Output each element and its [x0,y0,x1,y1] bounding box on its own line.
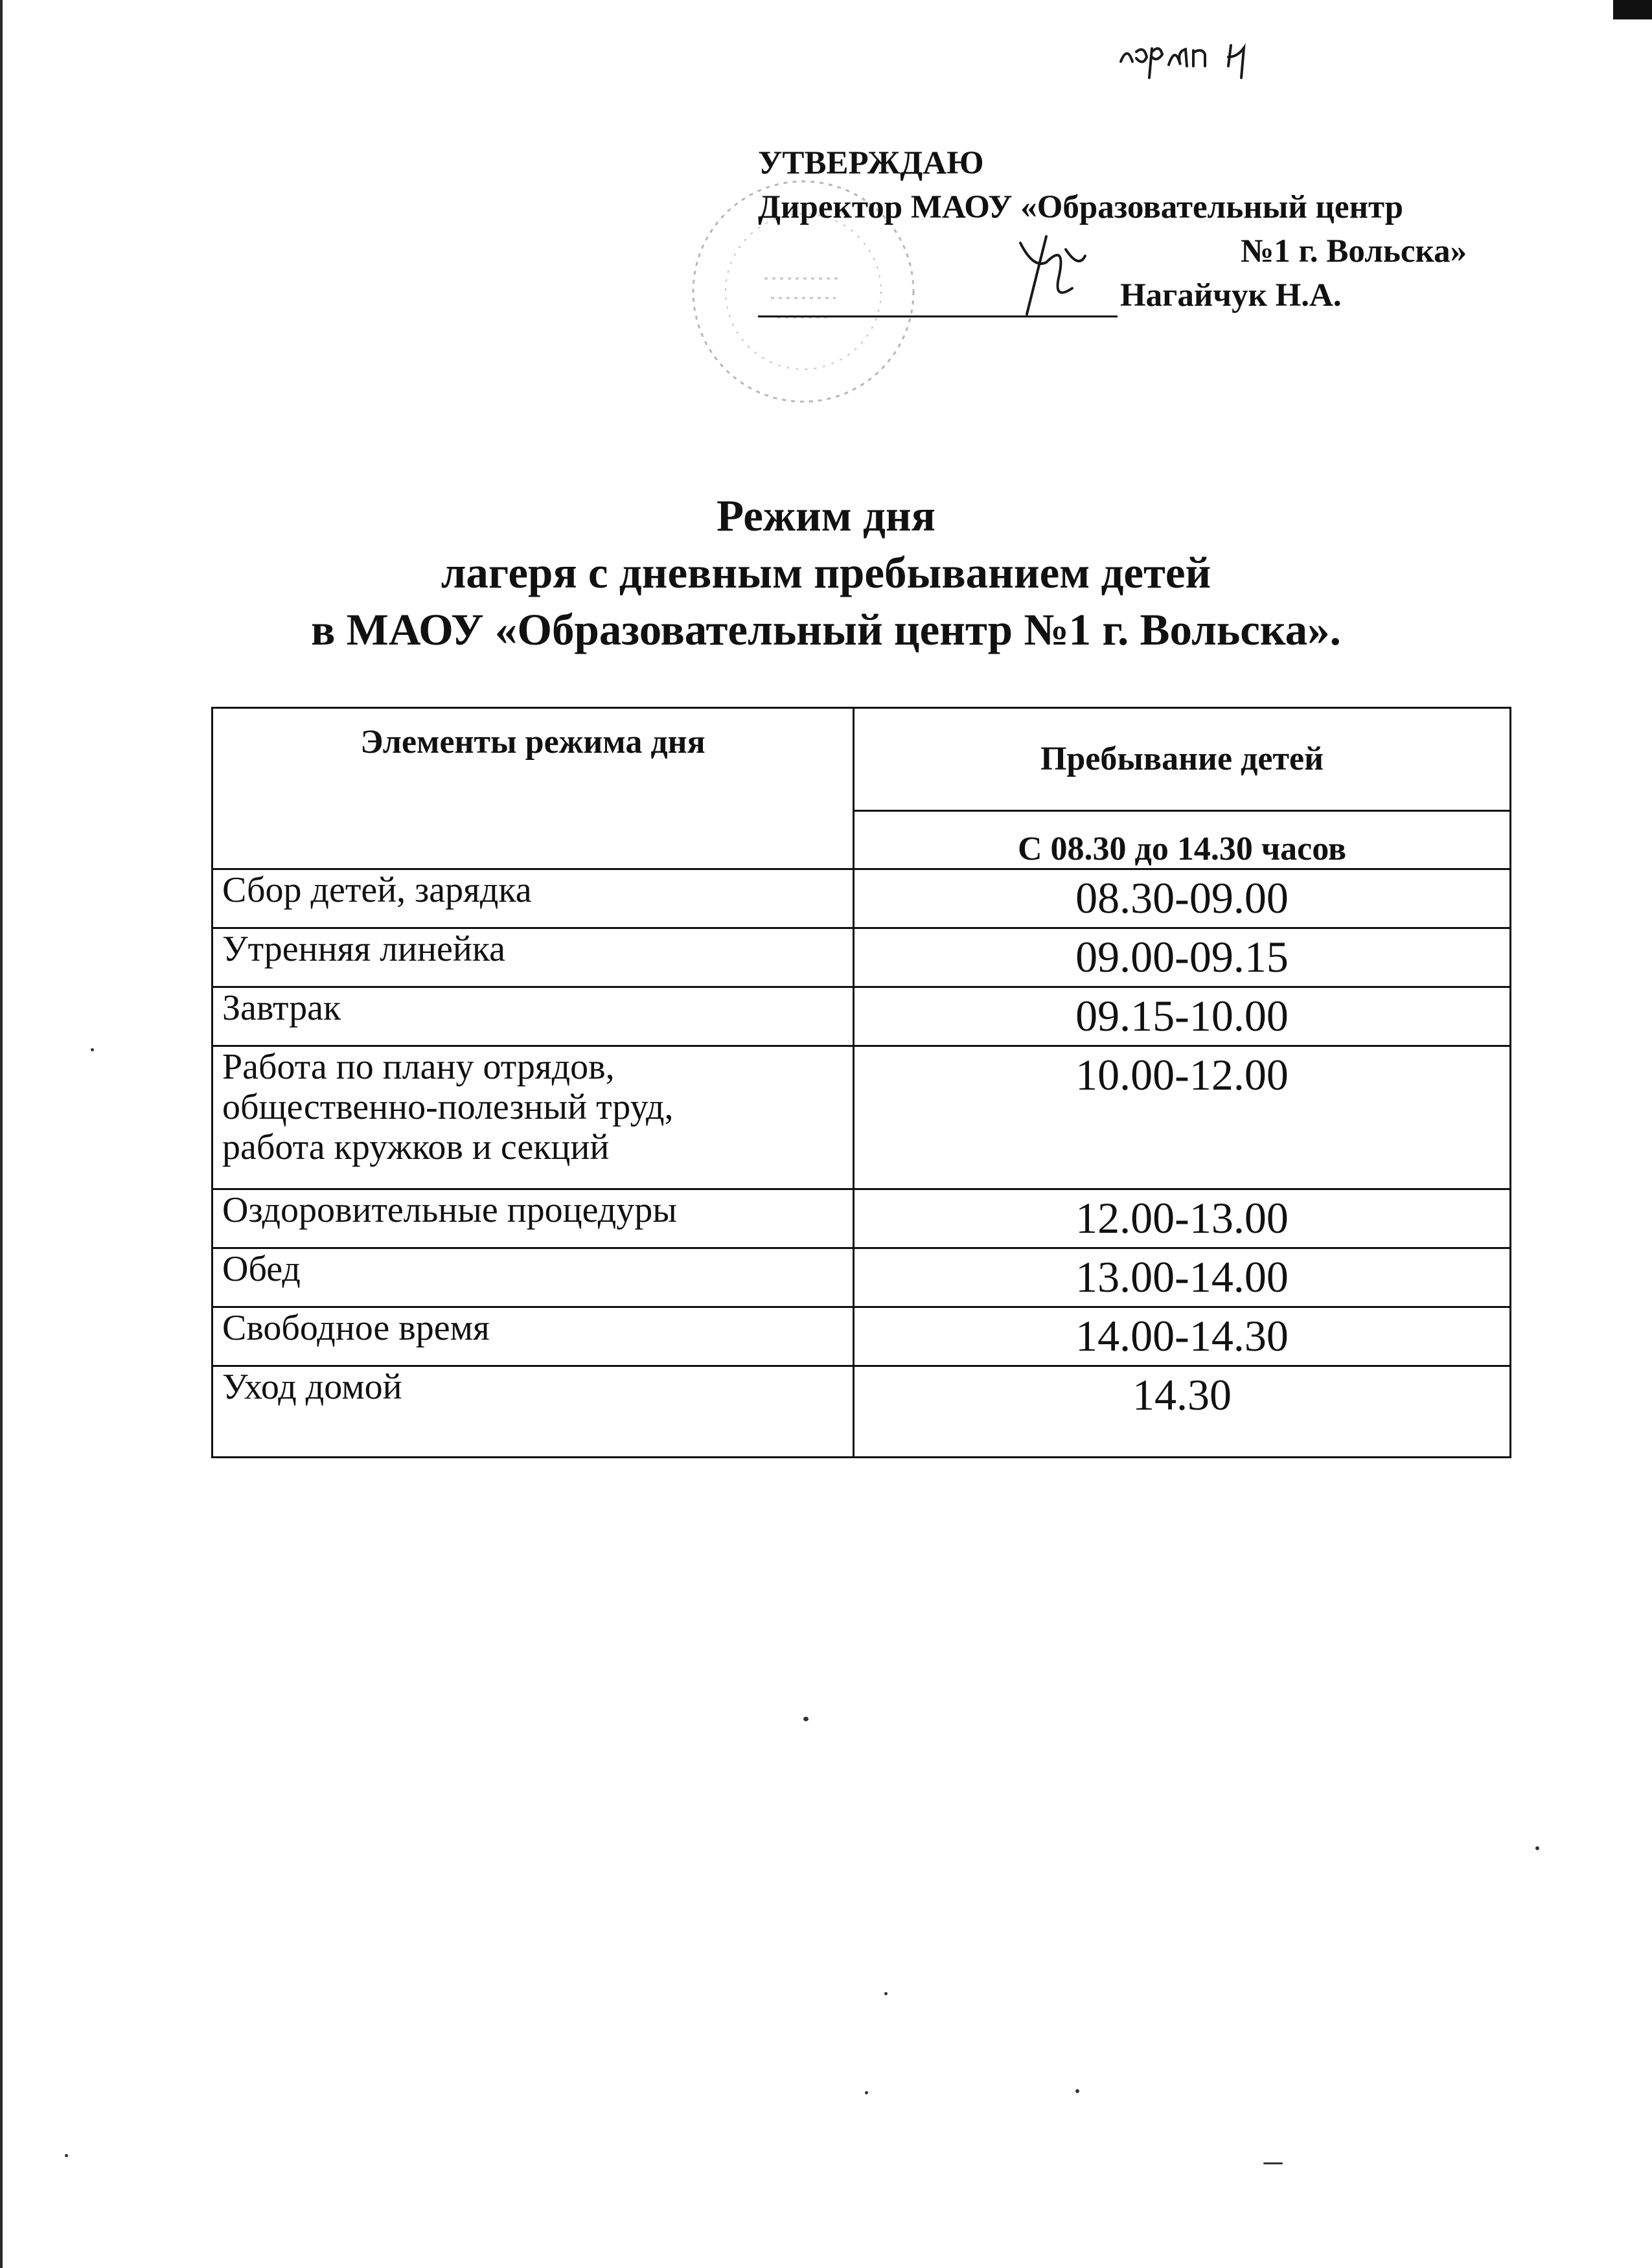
scan-speck [1075,2089,1079,2093]
title-line1: Режим дня [717,491,935,540]
activity-line: общественно-полезный труд, [222,1087,674,1127]
scan-speck [803,1717,809,1721]
activity-cell: Обед [212,1248,854,1307]
activity-cell: Свободное время [212,1307,854,1366]
handwritten-note-image [1114,26,1309,84]
table-row [212,987,1511,1046]
activity-cell: Уход домой [212,1366,854,1458]
document-title [0,487,1652,658]
time-cell: 08.30-09.00 [854,869,1511,928]
time-cell: 13.00-14.00 [854,1248,1511,1307]
scan-corner-mark [1613,0,1652,19]
scan-speck [65,2154,68,2157]
table-row [212,1307,1511,1366]
time-cell: 10.00-12.00 [854,1046,1511,1189]
schedule-table [211,707,1511,1458]
table-row [212,869,1511,928]
activity-line: работа кружков и секций [222,1127,610,1167]
activity-cell: Сбор детей, зарядка [212,869,854,928]
scan-speck [865,2091,868,2094]
approval-position-line1: Директор МАОУ «Образовательный центр [758,189,1403,225]
time-cell: 14.00-14.30 [854,1307,1511,1366]
header-time-range: С 08.30 до 14.30 часов [854,810,1511,869]
activity-cell: Оздоровительные процедуры [212,1189,854,1248]
scan-speck [1535,1846,1539,1850]
time-cell: 12.00-13.00 [854,1189,1511,1248]
approval-block [758,141,1535,317]
approval-signature-row [758,273,1535,317]
approval-position-line2: №1 г. Вольска» [1241,233,1467,269]
activity-line: Работа по плану отрядов, [222,1047,615,1087]
time-cell: 09.00-09.15 [854,928,1511,987]
activity-cell [212,1046,854,1189]
scan-speck [91,1048,94,1051]
table-row [212,1248,1511,1307]
table-row [212,928,1511,987]
time-cell: 09.15-10.00 [854,987,1511,1046]
scan-left-edge [0,0,3,2268]
header-activity: Элементы режима дня [212,708,854,869]
scan-speck [884,1992,888,1995]
activity-cell: Завтрак [212,987,854,1046]
header-time: Пребывание детей [854,708,1511,811]
table-header-row [212,708,1511,811]
activity-cell: Утренняя линейка [212,928,854,987]
approval-signatory: Нагайчук Н.А. [1120,277,1342,314]
title-line2: лагеря с дневным пребыванием детей [441,548,1211,597]
time-cell: 14.30 [854,1366,1511,1458]
scan-speck [1263,2162,1283,2164]
approval-heading: УТВЕРЖДАЮ [758,145,984,181]
signature-line [758,279,1118,317]
table-row [212,1366,1511,1458]
table-row [212,1189,1511,1248]
table-row [212,1046,1511,1189]
title-line3: в МАОУ «Образовательный центр №1 г. Вольска». [311,605,1341,654]
